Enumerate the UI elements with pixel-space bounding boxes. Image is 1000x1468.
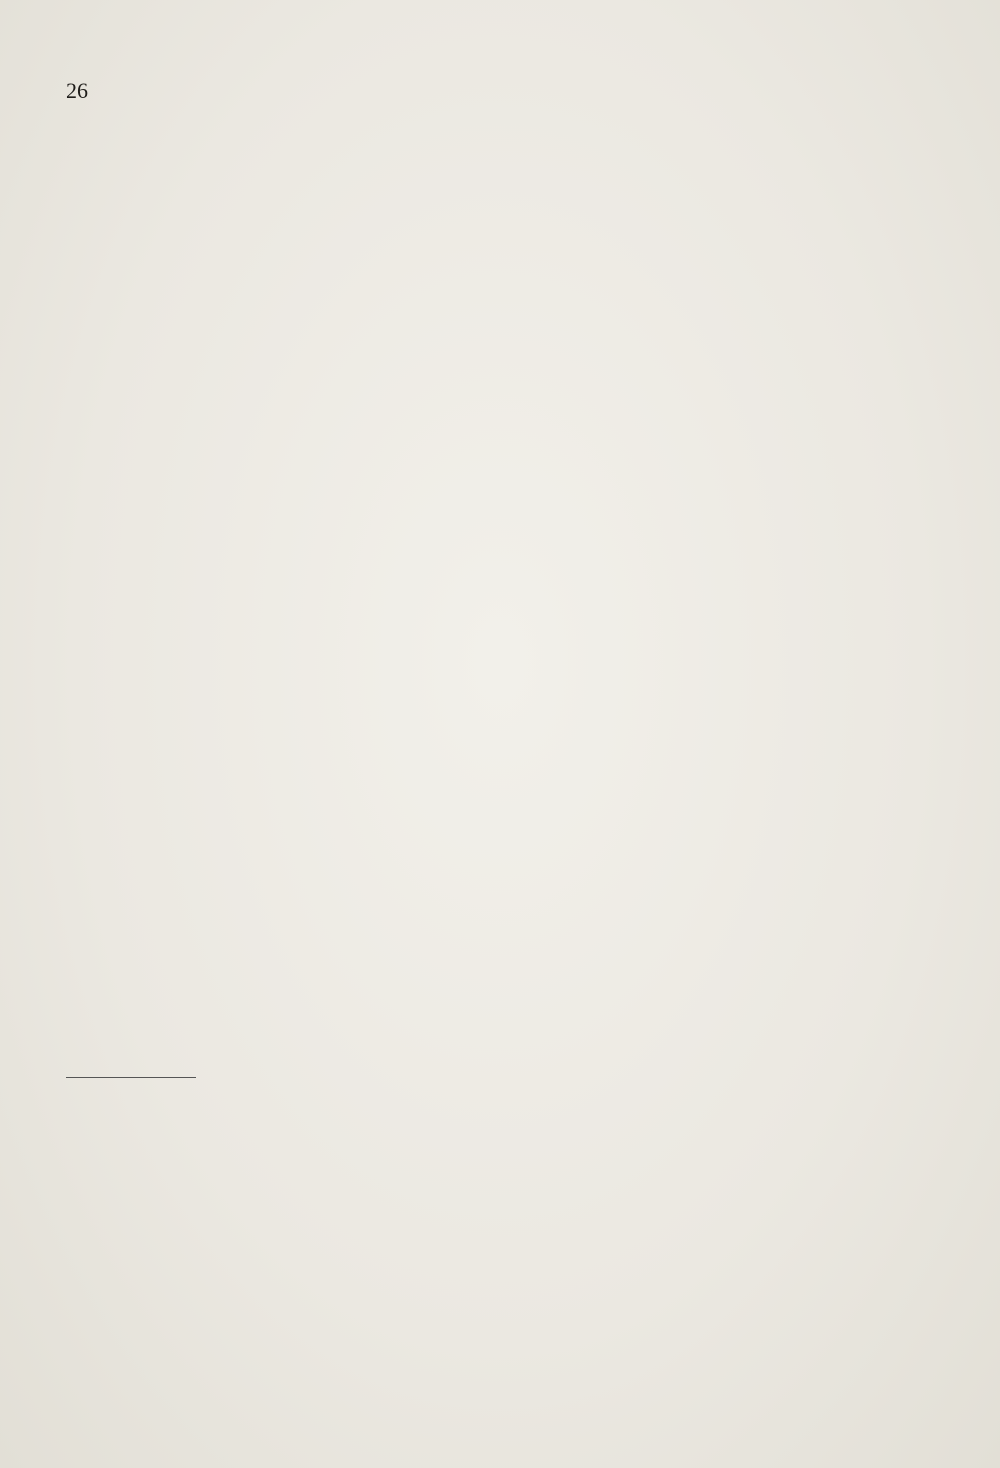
text-line bbox=[66, 406, 876, 438]
text-line bbox=[66, 310, 876, 342]
text-line bbox=[66, 630, 876, 662]
text-line bbox=[66, 214, 876, 246]
text-line bbox=[66, 822, 876, 854]
text-line bbox=[66, 950, 876, 982]
page-header bbox=[66, 78, 880, 104]
text-line bbox=[66, 598, 876, 630]
text-line bbox=[66, 854, 876, 886]
text-line bbox=[66, 182, 876, 214]
text-line bbox=[66, 374, 876, 406]
text-line bbox=[66, 662, 876, 694]
footnote-line bbox=[66, 1207, 876, 1230]
footnote-line bbox=[66, 1115, 876, 1138]
text-line bbox=[66, 918, 876, 950]
text-line bbox=[66, 1014, 876, 1046]
footnote-line bbox=[66, 1184, 876, 1207]
text-line bbox=[66, 758, 876, 790]
page-number: 26 bbox=[66, 78, 88, 103]
main-text bbox=[66, 118, 876, 1046]
text-line bbox=[66, 438, 876, 470]
text-line bbox=[66, 502, 876, 534]
text-line bbox=[66, 470, 876, 502]
text-line bbox=[66, 726, 876, 758]
text-line bbox=[66, 790, 876, 822]
text-line bbox=[66, 150, 876, 182]
footnote-line bbox=[66, 1138, 876, 1161]
footnote-line bbox=[66, 1230, 876, 1253]
text-line bbox=[66, 694, 876, 726]
footnotes bbox=[66, 1077, 876, 1276]
text-line bbox=[66, 886, 876, 918]
footnote-line bbox=[66, 1161, 876, 1184]
footnote-line bbox=[66, 1092, 876, 1115]
text-line bbox=[66, 278, 876, 310]
text-line bbox=[66, 246, 876, 278]
text-line bbox=[66, 342, 876, 374]
text-line bbox=[66, 534, 876, 566]
footnote-line bbox=[66, 1253, 876, 1276]
text-line bbox=[66, 982, 876, 1014]
footnote-rule bbox=[66, 1077, 196, 1078]
text-line bbox=[66, 566, 876, 598]
text-line bbox=[66, 118, 876, 150]
